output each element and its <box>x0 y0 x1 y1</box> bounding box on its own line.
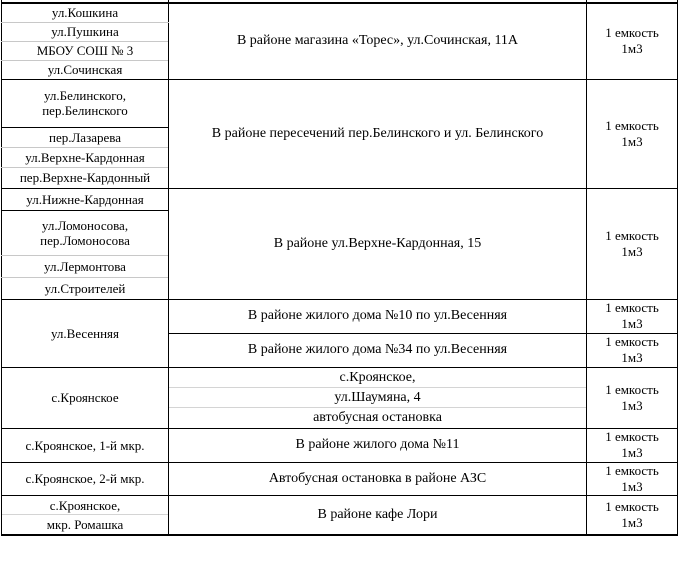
location-cell <box>169 333 587 367</box>
street-label: ул.Ломоносова, <box>41 217 129 233</box>
street-label: ул.Сочинская <box>47 62 123 77</box>
capacity-volume: 1м3 <box>621 397 643 413</box>
capacity-cell <box>587 333 678 367</box>
street-cell <box>2 188 169 210</box>
capacity-cell <box>587 79 678 188</box>
street-cell <box>2 255 169 277</box>
capacity-amount: 1 емкость <box>605 117 659 133</box>
capacity-amount: 1 емкость <box>605 227 659 243</box>
street-cell <box>2 462 169 495</box>
street-label: ул.Строителей <box>44 280 126 296</box>
street-cell <box>2 3 169 22</box>
capacity-volume: 1м3 <box>621 445 643 460</box>
street-label: МБОУ СОШ № 3 <box>36 43 134 58</box>
capacity-cell <box>587 428 678 462</box>
location-line: ул.Шаумяна, 4 <box>169 388 586 408</box>
street-cell <box>2 277 169 299</box>
street-cell <box>2 495 169 535</box>
capacity-cell <box>587 367 678 428</box>
street-label: с.Кроянское, <box>2 496 168 515</box>
street-label: ул.Кошкина <box>51 5 119 21</box>
location-label: В районе ул.Верхне-Кардонная, 15 <box>273 235 482 251</box>
location-line: с.Кроянское, <box>169 368 586 388</box>
street-label: с.Кроянское, 1-й мкр. <box>25 437 145 453</box>
street-cell <box>2 79 169 127</box>
street-cell <box>2 60 169 79</box>
street-cell <box>2 367 169 428</box>
street-label: пер.Белинского <box>42 103 128 118</box>
street-label: мкр. Ромашка <box>46 516 124 532</box>
street-label: пер.Верхне-Кардонный <box>19 170 151 185</box>
capacity-amount: 1 емкость <box>605 498 659 514</box>
location-label: В районе магазина «Торес», ул.Сочинская, 11А <box>236 33 519 49</box>
capacity-cell <box>587 3 678 79</box>
capacity-amount: 1 емкость <box>605 334 659 349</box>
capacity-amount: 1 емкость <box>605 462 659 478</box>
capacity-volume: 1м3 <box>621 350 643 365</box>
location-label: В районе пересечений пер.Белинского и ул. Белинского <box>211 125 544 141</box>
street-label: ул.Нижне-Кардонная <box>26 191 144 207</box>
location-cell <box>169 462 587 495</box>
table-row <box>2 495 678 535</box>
table-row <box>2 428 678 462</box>
street-cell <box>2 428 169 462</box>
street-cell <box>2 127 169 147</box>
capacity-volume: 1м3 <box>621 316 643 331</box>
location-cell <box>169 3 587 79</box>
location-cell <box>169 188 587 299</box>
capacity-volume: 1м3 <box>621 514 643 530</box>
table-row <box>2 299 678 333</box>
capacity-volume: 1м3 <box>621 133 643 149</box>
table-row <box>2 367 678 428</box>
street-label: пер.Ломоносова <box>40 232 130 248</box>
capacity-cell <box>587 495 678 535</box>
street-cell <box>2 147 169 167</box>
street-cell <box>2 167 169 188</box>
capacity-amount: 1 емкость <box>605 381 659 397</box>
street-label: с.Кроянское <box>51 390 119 405</box>
capacity-volume: 1м3 <box>621 478 643 494</box>
street-label: ул.Белинского, <box>44 88 126 103</box>
table-row <box>2 79 678 127</box>
capacity-amount: 1 емкость <box>605 429 659 444</box>
capacity-cell <box>587 299 678 333</box>
street-label: ул.Пушкина <box>51 24 119 39</box>
location-line: автобусная остановка <box>313 409 442 425</box>
waste-container-locations-table <box>1 0 678 536</box>
location-label: В районе жилого дома №10 по ул.Весенняя <box>247 308 508 323</box>
capacity-volume: 1м3 <box>621 243 643 259</box>
street-label: с.Кроянское, 2-й мкр. <box>25 471 145 486</box>
street-label: ул.Весенняя <box>50 325 119 341</box>
table-row <box>2 188 678 210</box>
location-cell <box>169 367 587 428</box>
location-cell <box>169 299 587 333</box>
location-label: Автобусная остановка в районе АЗС <box>268 470 487 486</box>
location-cell <box>169 495 587 535</box>
capacity-volume: 1м3 <box>621 41 643 57</box>
street-label: ул.Верхне-Кардонная <box>25 149 145 165</box>
table-row <box>2 3 678 22</box>
street-cell <box>2 210 169 255</box>
street-cell <box>2 41 169 60</box>
location-label: В районе кафе Лори <box>317 506 438 522</box>
capacity-amount: 1 емкость <box>605 25 659 41</box>
table-row <box>2 462 678 495</box>
location-cell <box>169 79 587 188</box>
street-cell <box>2 299 169 367</box>
street-cell <box>2 22 169 41</box>
capacity-cell <box>587 188 678 299</box>
street-label: ул.Лермонтова <box>44 258 126 274</box>
street-label: пер.Лазарева <box>49 129 121 145</box>
location-label: В районе жилого дома №11 <box>295 437 460 452</box>
location-cell <box>169 428 587 462</box>
location-label: В районе жилого дома №34 по ул.Весенняя <box>247 342 508 357</box>
capacity-amount: 1 емкость <box>605 300 659 315</box>
capacity-cell <box>587 462 678 495</box>
